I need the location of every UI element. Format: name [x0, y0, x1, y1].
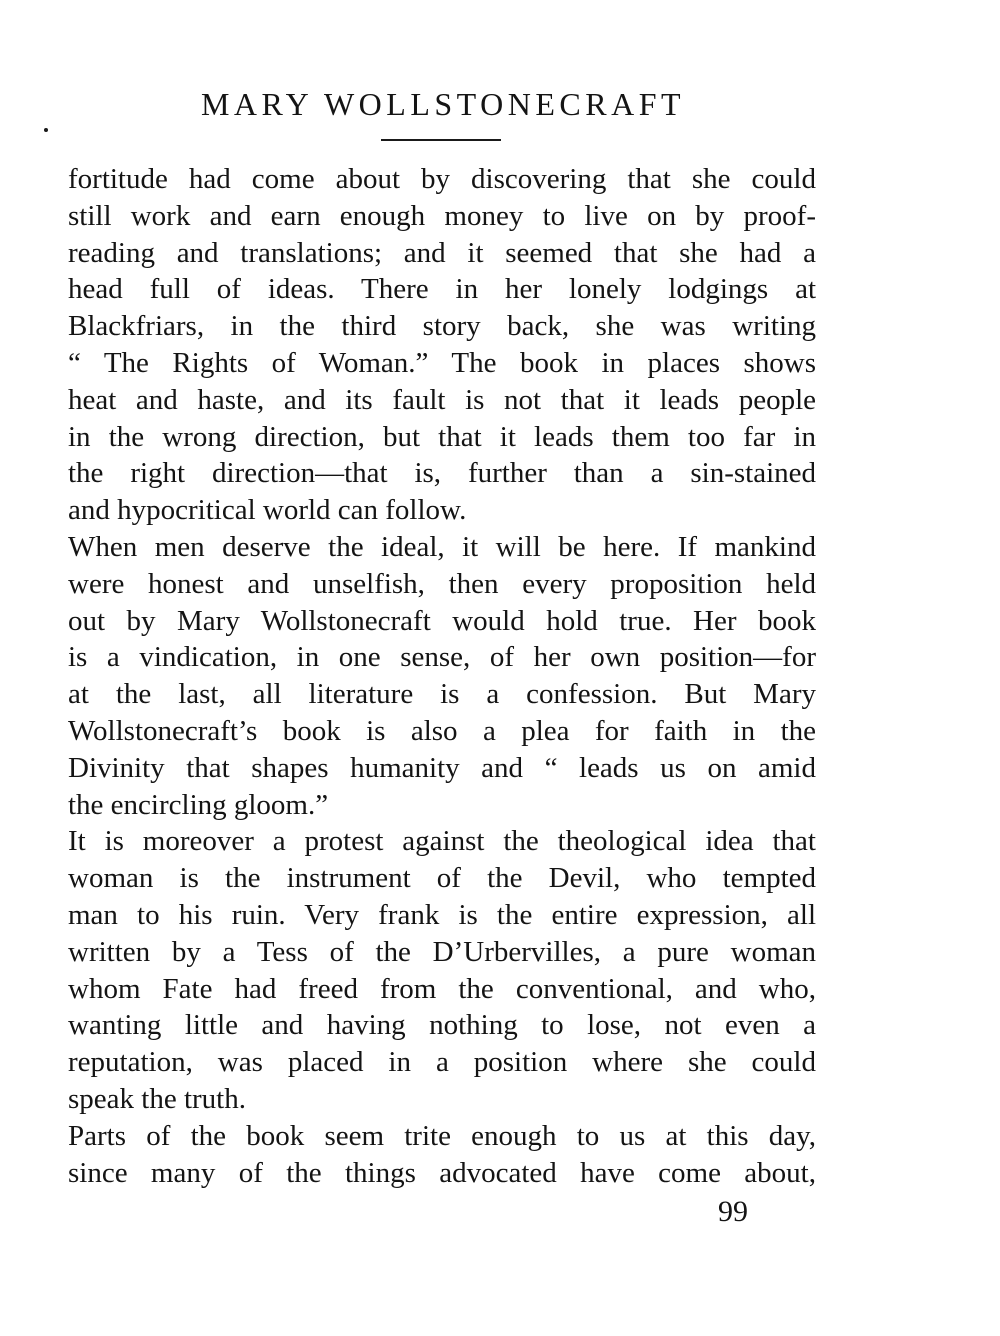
text-line: still work and earn enough money to live on by proof- — [68, 199, 816, 232]
text-line: man to his ruin. Very frank is the entire expression, all — [68, 898, 816, 931]
text-line: at the last, all literature is a confession. But Mary — [68, 678, 816, 711]
text-line: in the wrong direction, but that it leads them too far in — [68, 420, 816, 453]
text-line: Blackfriars, in the third story back, she was writing — [68, 310, 816, 343]
running-head: MARY WOLLSTONECRAFT — [200, 86, 686, 122]
text-line: Divinity that shapes humanity and “ leads us on amid — [68, 751, 816, 784]
body-text — [68, 161, 816, 1191]
text-line: woman is the instrument of the Devil, who tempted — [68, 862, 816, 895]
text-line: is a vindication, in one sense, of her own position—for — [68, 641, 816, 674]
text-line: whom Fate had freed from the conventional, and who, — [68, 972, 816, 1005]
text-line: reading and translations; and it seemed that she had a — [68, 236, 816, 269]
text-line: head full of ideas. There in her lonely lodgings at — [68, 273, 816, 306]
text-line: since many of the things advocated have come about, — [68, 1156, 816, 1189]
text-line: were honest and unselfish, then every proposition held — [68, 567, 816, 600]
text-line: the encircling gloom.” — [68, 788, 329, 821]
text-line: reputation, was placed in a position where she could — [68, 1046, 816, 1079]
text-line: speak the truth. — [68, 1082, 246, 1115]
text-line: fortitude had come about by discovering that she could — [68, 163, 816, 195]
text-line: Wollstonecraft’s book is also a plea for faith in the — [68, 714, 816, 747]
text-line: Parts of the book seem trite enough to us at this day, — [68, 1119, 816, 1152]
text-line: It is moreover a protest against the theological idea that — [68, 825, 816, 858]
text-line: the right direction—that is, further than a sin-stained — [68, 457, 816, 490]
head-rule — [381, 139, 501, 141]
text-line: written by a Tess of the D’Urbervilles, a pure woman — [68, 935, 816, 968]
page-number: 99 — [718, 1195, 748, 1228]
text-line: heat and haste, and its fault is not that it leads people — [68, 383, 816, 416]
text-line: wanting little and having nothing to lose, not even a — [68, 1009, 816, 1042]
text-line: “ The Rights of Woman.” The book in places shows — [68, 346, 816, 379]
print-speck — [44, 128, 48, 132]
text-line: out by Mary Wollstonecraft would hold true. Her book — [68, 604, 816, 637]
text-line: and hypocritical world can follow. — [68, 494, 467, 527]
text-line: When men deserve the ideal, it will be here. If mankind — [68, 530, 816, 563]
